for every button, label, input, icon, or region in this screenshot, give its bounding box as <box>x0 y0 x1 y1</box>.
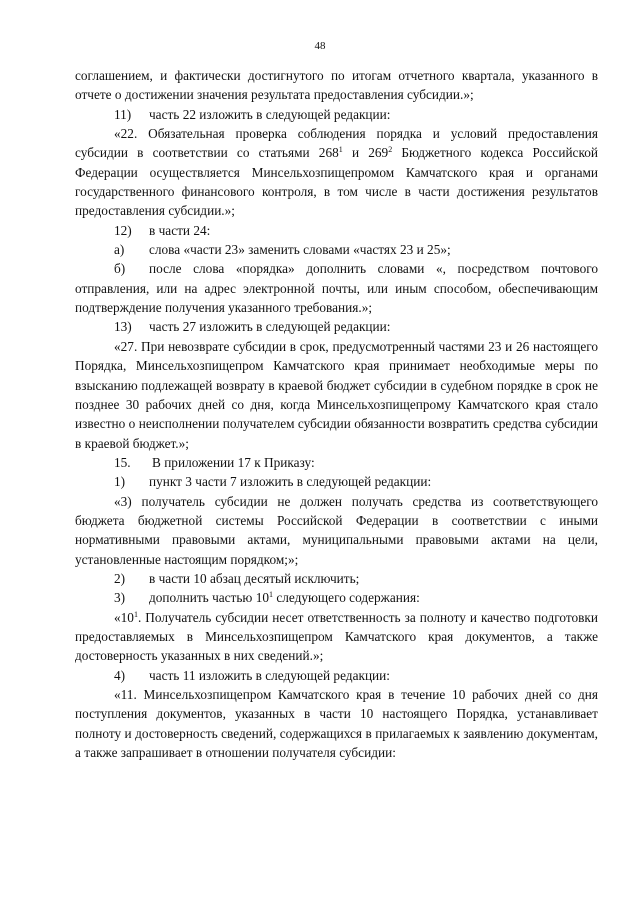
list-number: 1) <box>114 474 126 490</box>
list-item-text: часть 27 изложить в следующей редакции: <box>149 319 391 335</box>
list-item-11 <box>75 105 598 124</box>
paragraph-continuation <box>75 66 598 105</box>
superscript: 1 <box>338 145 343 155</box>
list-number: 12) <box>114 222 132 238</box>
page-number: 48 <box>314 40 326 52</box>
superscript: 1 <box>133 609 138 619</box>
paragraph-text: Бюджетного кодекса Российской Федерации осуществляется Минсельхозпищепромом Камчатского края и органами государственного финансового контроля, в том числе в части достижения результатов предоставления субсидии.»; <box>75 145 599 219</box>
paragraph-text: «22. Обязательная проверка соблюдения порядка и условий предоставления субсидии в соответствии со статьями 268 <box>75 126 598 161</box>
list-number: б) <box>114 261 126 277</box>
document-body <box>75 66 598 762</box>
list-item-text: часть 11 изложить в следующей редакции: <box>149 667 390 683</box>
paragraph-text: «27. При невозврате субсидии в срок, предусмотренный частями 23 и 26 настоящего Порядка, Минсельхозпищепром Камчатского края принимает необходимые меры по взысканию подлежащей возврату в краевой бюджет субсидии в судебном порядке в срок не позднее 30 рабочих дней со дня, когда Минсельхозпищепрому Камчатского края стало известно о неисполнении получателем субсидии обязанности возвратить средства субсидии в краевой бюджет.»; <box>75 338 598 451</box>
quoted-part-11 <box>75 685 598 762</box>
paragraph-text: «3) получатель субсидии не должен получать средства из соответствующего бюджета бюджетной системы Российской Федерации в соответствии с иными нормативными правовыми актами, муниципальными правовыми актами на цели, установленные настоящим порядком;»; <box>75 493 598 567</box>
list-item-3 <box>75 588 598 607</box>
superscript: 2 <box>388 145 393 155</box>
list-item-text: слова «части 23» заменить словами «частях 23 и 25»; <box>149 242 451 258</box>
list-item-text: после слова «порядка» дополнить словами «, посредством почтового отправления, или на адрес электронной почты, или иным способом, обеспечивающим подтверждение получения указанного требования.»; <box>75 261 598 316</box>
list-number: 13) <box>114 319 132 335</box>
list-item-text: часть 22 изложить в следующей редакции: <box>149 106 391 122</box>
list-number: 11) <box>114 106 132 122</box>
superscript: 1 <box>269 590 273 600</box>
paragraph-text: «11. Минсельхозпищепром Камчатского края в течение 10 рабочих дней со дня поступления документов, указанных в части 10 настоящего Порядка, устанавливает полноту и достоверность сведений, содержащихся в прилагаемых к заявлению документам, а также запрашивает в отношении получателя субсидии: <box>75 687 598 761</box>
quoted-part-10-1 <box>75 608 598 666</box>
list-item-text: В приложении 17 к Приказу: <box>152 454 315 470</box>
list-number: а) <box>114 242 125 258</box>
list-number: 2) <box>114 570 126 586</box>
list-item-1 <box>75 472 598 491</box>
quoted-point-3 <box>75 492 598 569</box>
list-item-text: пункт 3 части 7 изложить в следующей редакции: <box>149 474 432 490</box>
list-item-text: в части 24: <box>149 222 211 238</box>
list-item-2 <box>75 569 598 588</box>
paragraph-text: . Получатель субсидии несет ответственность за полноту и качество подготовки предоставляемых в Минсельхозпищепром Камчатского края документов, а также достоверность указанных в них сведений.»; <box>75 609 598 664</box>
list-item-text: дополнить частью 10 <box>149 590 269 606</box>
quoted-part-27 <box>75 337 598 453</box>
list-item-b <box>75 259 598 317</box>
section-15 <box>75 453 598 472</box>
paragraph-text: соглашением, и фактически достигнутого по итогам отчетного квартала, указанного в отчете о достижении значения результата предоставления субсидии.»; <box>75 68 598 103</box>
list-number: 15. <box>114 454 131 470</box>
quoted-part-22 <box>75 124 598 221</box>
list-item-4 <box>75 666 598 685</box>
list-number: 3) <box>114 590 126 606</box>
list-item-13 <box>75 317 598 336</box>
paragraph-text: и 269 <box>342 145 389 161</box>
list-item-text: следующего содержания: <box>273 590 420 606</box>
list-item-text: в части 10 абзац десятый исключить; <box>149 570 360 586</box>
list-item-12 <box>75 221 598 240</box>
paragraph-text: «10 <box>114 609 134 625</box>
list-number: 4) <box>114 667 126 683</box>
list-item-a <box>75 240 598 259</box>
